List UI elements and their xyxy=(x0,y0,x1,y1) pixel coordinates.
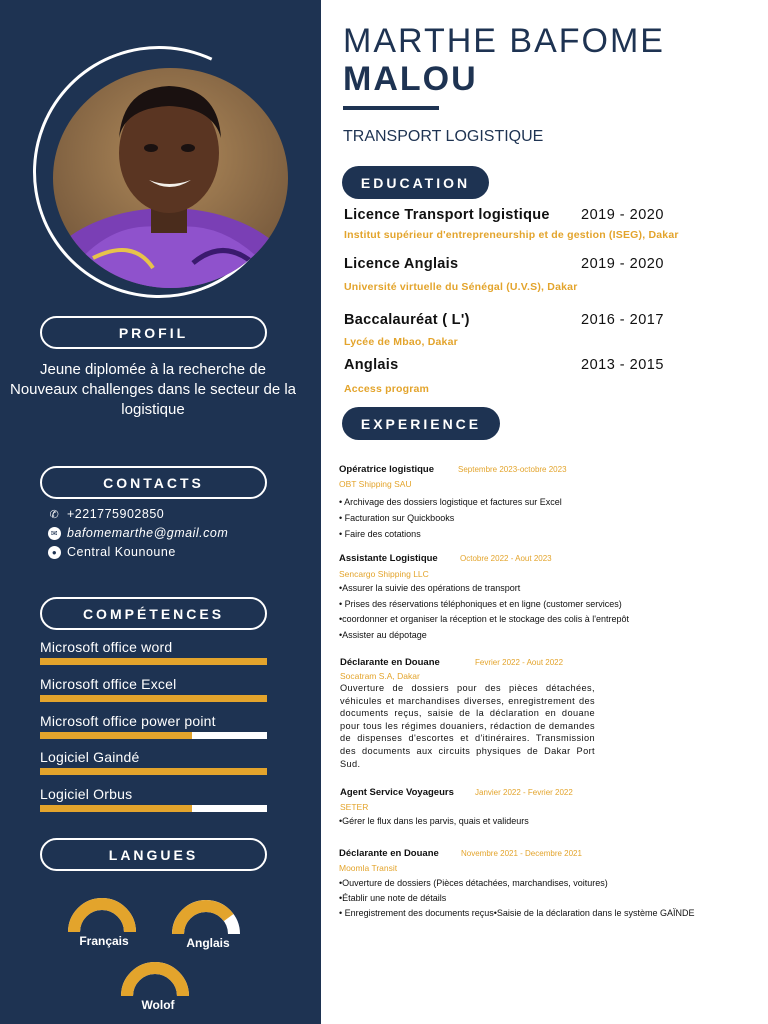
education-school: Institut supérieur d'entrepreneurship et de gestion (ISEG), Dakar xyxy=(344,229,679,241)
education-years: 2019 - 2020 xyxy=(581,207,664,223)
contact-phone-value[interactable]: +221775902850 xyxy=(67,507,165,521)
phone-icon: ✆ xyxy=(49,508,60,521)
profil-text: Jeune diplomée à la recherche de Nouveaux challenges dans le secteur de la logistique xyxy=(9,361,297,418)
experience-date: Janvier 2022 - Fevrier 2022 xyxy=(475,788,573,797)
contact-location-value: Central Kounoune xyxy=(67,545,176,559)
skill-bar xyxy=(40,768,267,775)
skill-bar xyxy=(40,695,267,702)
education-heading: EDUCATION xyxy=(342,166,489,199)
sidebar xyxy=(0,0,321,1024)
education-school: Access program xyxy=(344,383,430,395)
experience-company: Sencargo Shipping LLC xyxy=(339,569,429,579)
experience-bullet: •Assurer la suivie des opérations de transport xyxy=(339,583,521,593)
contacts-heading: CONTACTS xyxy=(40,466,267,499)
contact-phone xyxy=(48,507,164,521)
language-label: Anglais xyxy=(186,936,230,950)
education-years: 2016 - 2017 xyxy=(581,312,664,328)
experience-bullet: • Facturation sur Quickbooks xyxy=(339,513,455,523)
language-gauge xyxy=(66,896,138,934)
experience-title: Déclarante en Douane xyxy=(340,657,440,668)
skill-bar xyxy=(40,805,267,812)
gauge-fill xyxy=(178,906,229,934)
gauge-fill xyxy=(74,904,130,932)
experience-company: Moomla Transit xyxy=(339,863,398,873)
education-title: Anglais xyxy=(344,357,399,373)
experience-title: Agent Service Voyageurs xyxy=(340,787,454,798)
education-years: 2019 - 2020 xyxy=(581,256,664,272)
experience-title: Déclarante en Douane xyxy=(339,848,439,859)
experience-company: OBT Shipping SAU xyxy=(339,479,412,489)
education-title: Licence Anglais xyxy=(344,256,459,272)
name-underline xyxy=(343,106,439,110)
experience-paragraph: Ouverture de dossiers pour des pièces détachées, véhicules et marchandises diverses, enregistrement des documents reçus, saisie de la déclaration en douane pour tous les régimes douaniers, rédaction de demandes de dispenses d'escortes et d'itinéraires. Transmission des documents aux circuits physiques de Dakar Port Sud. xyxy=(340,683,595,769)
last-name: MALOU xyxy=(343,60,478,98)
experience-date: Septembre 2023-octobre 2023 xyxy=(458,465,567,474)
experience-bullet: •Ouverture de dossiers (Pièces détachées, marchandises, voitures) xyxy=(339,878,608,888)
main-column xyxy=(321,0,768,1024)
experience-title: Opératrice logistique xyxy=(339,464,435,475)
skill-label: Microsoft office Excel xyxy=(40,676,177,692)
experience-heading: EXPERIENCE xyxy=(342,407,500,440)
skills-heading: COMPÉTENCES xyxy=(40,597,267,630)
experience-bullet: • Archivage des dossiers logistique et factures sur Excel xyxy=(339,497,562,507)
skill-label: Microsoft office power point xyxy=(40,713,216,729)
experience-company: Socatram S.A, Dakar xyxy=(340,671,420,681)
skill-label: Microsoft office word xyxy=(40,639,173,655)
location-icon: ● xyxy=(48,546,61,559)
experience-bullet: •Assister au dépotage xyxy=(339,630,427,640)
skill-bar xyxy=(40,732,267,739)
mail-icon: ✉ xyxy=(48,527,61,540)
language-gauge xyxy=(170,898,242,936)
skill-fill xyxy=(40,658,267,665)
contact-location xyxy=(48,545,176,559)
profile-photo xyxy=(53,68,288,288)
experience-bullet: • Faire des cotations xyxy=(339,529,421,539)
experience-bullet: • Enregistrement des documents reçus•Saisie de la déclaration dans le système GAÏNDE xyxy=(339,908,695,918)
skill-fill xyxy=(40,768,267,775)
skill-bar xyxy=(40,658,267,665)
education-years: 2013 - 2015 xyxy=(581,357,664,373)
language-label: Français xyxy=(79,934,129,948)
experience-title: Assistante Logistique xyxy=(339,553,438,564)
experience-bullet: • Prises des réservations téléphoniques et en ligne (customer services) xyxy=(339,599,622,609)
education-school: Lycée de Mbao, Dakar xyxy=(344,336,458,348)
gauge-fill xyxy=(127,968,183,996)
profil-heading: PROFIL xyxy=(40,316,267,349)
experience-bullet: •Établir une note de détails xyxy=(339,893,447,903)
experience-date: Fevrier 2022 - Aout 2022 xyxy=(475,658,564,667)
experience-company: SETER xyxy=(340,802,369,812)
experience-bullet: •coordonner et organiser la réception et le stockage des colis à l'entrepôt xyxy=(339,614,630,624)
first-names: MARTHE BAFOME xyxy=(343,22,665,60)
language-label: Wolof xyxy=(141,998,175,1012)
skill-fill xyxy=(40,695,267,702)
language-gauge xyxy=(119,960,191,998)
experience-date: Octobre 2022 - Aout 2023 xyxy=(460,554,552,563)
education-school: Université virtuelle du Sénégal (U.V.S), Dakar xyxy=(344,281,578,293)
skill-label: Logiciel Orbus xyxy=(40,786,133,802)
job-title: TRANSPORT LOGISTIQUE xyxy=(343,128,544,145)
experience-date: Novembre 2021 - Decembre 2021 xyxy=(461,849,582,858)
education-title: Licence Transport logistique xyxy=(344,207,550,223)
education-title: Baccalauréat ( L') xyxy=(344,312,470,328)
contact-email-value[interactable]: bafomemarthe@gmail.com xyxy=(67,526,229,540)
contact-email xyxy=(48,526,228,540)
experience-bullet: •Gérer le flux dans les parvis, quais et valideurs xyxy=(339,816,529,826)
languages-heading: LANGUES xyxy=(40,838,267,871)
skill-fill xyxy=(40,805,192,812)
skill-label: Logiciel Gaindé xyxy=(40,749,140,765)
skill-fill xyxy=(40,732,192,739)
